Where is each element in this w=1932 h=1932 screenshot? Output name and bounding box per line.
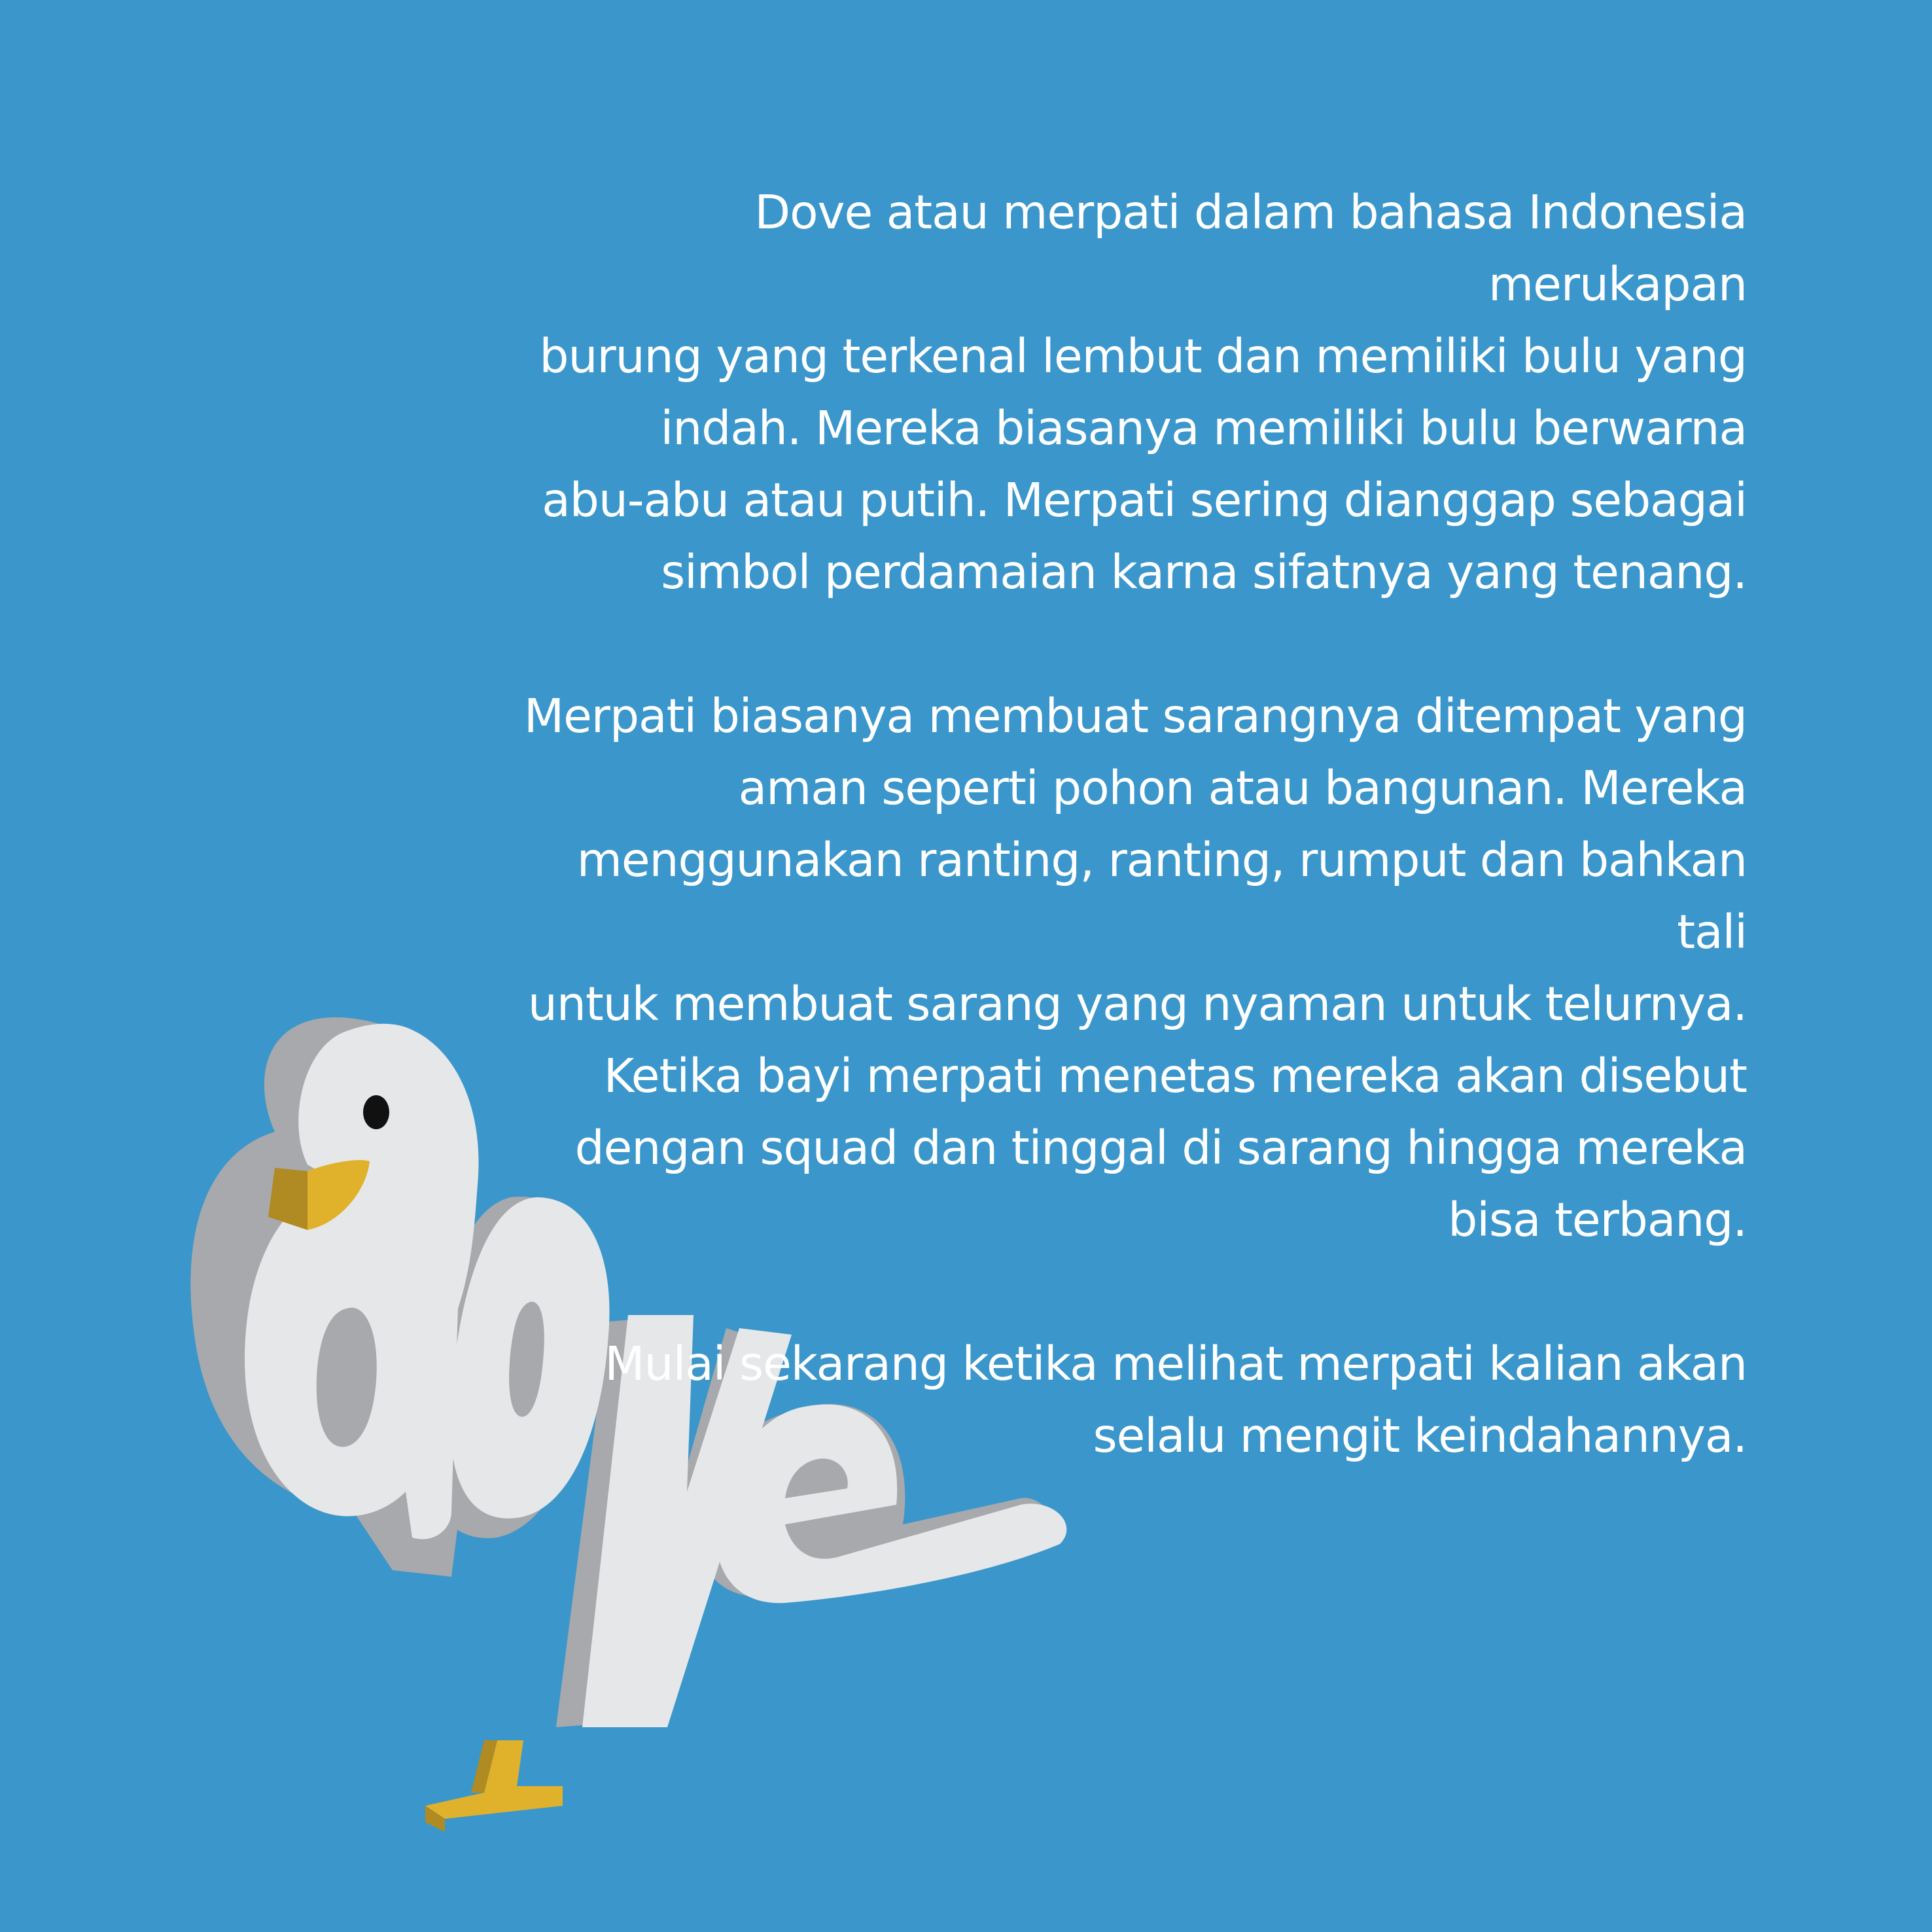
eye (363, 1095, 389, 1129)
article-text (497, 177, 1747, 1472)
paragraph-intro: Dove atau merpati dalam bahasa Indonesia merukapan burung yang terkenal lembut dan memiliki bulu yang indah. Mereka biasanya memiliki bulu berwarna abu-abu atau putih. Merpati sering dianggap sebagai simbol perdamaian karna sifatnya yang tenang. (539, 185, 1747, 599)
paragraph-nest: Merpati biasanya membuat sarangnya ditempat yang aman seperti pohon atau bangunan. Mereka menggunakan ranting, ranting, rumput dan bahkan tali untuk membuat sarang yang nyaman untuk telurnya. Ketika bayi merpati menetas mereka akan disebut dengan squad dan tinggal di sarang hingga mereka bisa terbang. (523, 689, 1747, 1247)
paragraph-closing: Mulai sekarang ketika melihat merpati kalian akan selalu mengit keindahannya. (605, 1337, 1747, 1463)
feet (425, 1740, 563, 1832)
